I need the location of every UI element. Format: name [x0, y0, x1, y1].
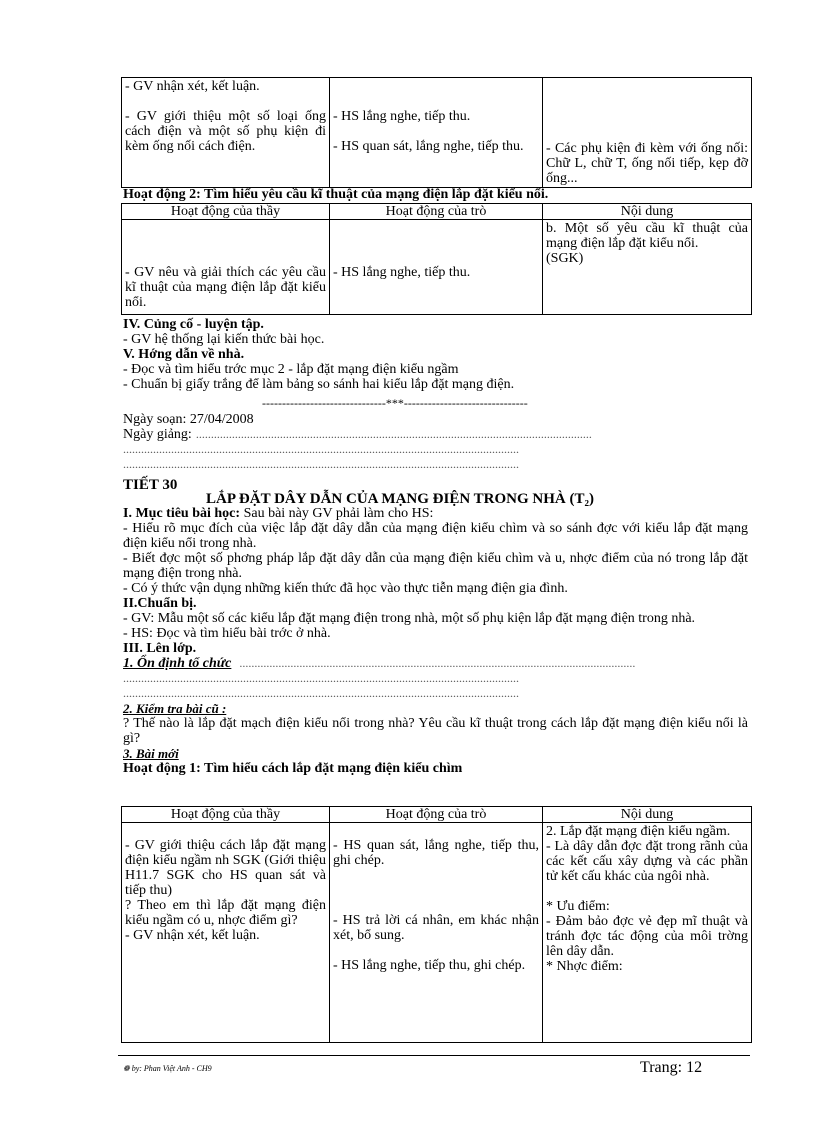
objectives-intro: Sau bài này GV phải làm cho HS: — [240, 506, 434, 521]
header-student: Hoạt động của trò — [330, 204, 543, 220]
header-content: Nội dung — [543, 807, 752, 823]
step1-dots: .................................................................................................................................... — [123, 671, 519, 685]
content-line: - Đảm bảo đợc vẻ đẹp mĩ thuật và tránh đợc tác động của môi trờng lên dây dẫn. — [546, 914, 748, 959]
student-line: - HS lắng nghe, tiếp thu. — [333, 109, 471, 124]
lesson-title — [206, 492, 594, 507]
header-teacher: Hoạt động của thầy — [122, 807, 330, 823]
content-cell — [543, 78, 752, 188]
activity2-table — [121, 203, 752, 315]
footer-rule — [118, 1055, 750, 1056]
teacher-line: ? Theo em thì lắp đặt mạng điện kiểu ngầm có u, nhợc điểm gì? — [125, 898, 326, 928]
check-question: ? Thế nào là lắp đặt mạch điện kiểu nổi trong nhà? Yêu cầu kĩ thuật trong cách lắp đặt mạng điện kiểu nổi là gì? — [123, 716, 748, 746]
lesson-code: TIẾT 30 — [123, 477, 178, 493]
teacher-cell — [122, 78, 330, 188]
activity1-table — [121, 806, 752, 1043]
content-line: - Là dây dẫn đợc đặt trong rãnh của các kết cấu xây dựng và các phần tử kết cấu khác của ngôi nhà. — [546, 839, 748, 884]
student-line: - HS trả lời cá nhân, em khác nhận xét, bổ sung. — [333, 913, 539, 943]
teacher-cell — [122, 220, 330, 315]
lesson-title-suffix: (T₂) — [569, 491, 594, 507]
lesson-title-text: LẮP ĐẶT DÂY DẪN CỦA MẠNG ĐIỆN TRONG NHÀ — [206, 491, 566, 507]
content-line: 2. Lắp đặt mạng điện kiểu ngầm. — [546, 824, 731, 839]
section-heading: IV. Củng cố - luyện tập. — [123, 317, 264, 332]
date-taught-label: Ngày giảng: — [123, 427, 192, 442]
separator: -------------------------------***------------------------------- — [262, 396, 528, 410]
section-line: - GV hệ thống lại kiến thức bài học. — [123, 332, 325, 347]
date-dots: .................................................................................................................................... — [195, 427, 592, 441]
student-line: - HS lắng nghe, tiếp thu, ghi chép. — [333, 958, 526, 973]
step3-heading: 3. Bài mới — [123, 746, 179, 761]
content-line: b. Một số yêu cầu kĩ thuật của mạng điện lắp đặt kiểu nổi. — [546, 221, 748, 251]
content-cell — [543, 220, 752, 315]
prepare-heading: II.Chuẩn bị. — [123, 596, 197, 611]
student-cell — [330, 220, 543, 315]
activity2-title: Hoạt động 2: Tìm hiểu yêu cầu kĩ thuật của mạng điện lắp đặt kiểu nổi. — [123, 187, 549, 202]
objective-line: - Biết đợc một số phơng pháp lắp đặt dây dẫn của mạng điện kiểu chìm và u, nhợc điểm của nó trong lắp đặt mạng điện trong nhà. — [123, 551, 748, 581]
objective-line: - Hiểu rõ mục đích của việc lắp đặt dây dẫn của mạng điện kiểu chìm và so sánh đợc với kiểu lắp đặt mạng điện kiểu nổi trong nhà. — [123, 521, 748, 551]
date-dots: .................................................................................................................................... — [123, 457, 519, 471]
activity1-title: Hoạt động 1: Tìm hiểu cách lắp đặt mạng điện kiểu chìm — [123, 761, 463, 776]
teacher-line: - GV nhận xét, kết luận. — [125, 79, 260, 94]
continuation-table — [121, 77, 752, 188]
content-line: - Các phụ kiện đi kèm với ống nối: Chữ L, chữ T, ống nối tiếp, kẹp đỡ ống... — [546, 141, 748, 186]
student-line: - HS quan sát, lắng nghe, tiếp thu. — [333, 139, 524, 154]
step2-heading: 2. Kiểm tra bài cũ : — [123, 701, 227, 716]
objectives-heading: I. Mục tiêu bài học: — [123, 506, 241, 521]
step1-heading: 1. Ổn định tổ chức — [123, 656, 232, 671]
content-line: * Ưu điểm: — [546, 899, 610, 914]
teacher-line: - GV nêu và giải thích các yêu cầu kĩ thuật của mạng điện lắp đặt kiểu nổi. — [125, 265, 326, 310]
date-prepared: Ngày soạn: 27/04/2008 — [123, 412, 254, 427]
student-cell — [330, 823, 543, 1043]
onclass-heading: III. Lên lớp. — [123, 641, 197, 656]
section-line: - Chuẩn bị giấy trắng để làm bảng so sánh hai kiểu lắp đặt mạng điện. — [123, 377, 515, 392]
student-line: - HS lắng nghe, tiếp thu. — [333, 265, 471, 280]
section-heading: V. Hớng dẫn về nhà. — [123, 347, 245, 362]
page-number: Trang: 12 — [640, 1059, 703, 1076]
objective-line: - Có ý thức vận dụng những kiến thức đã học vào thực tiễn mạng điện gia đình. — [123, 581, 568, 596]
date-dots: .................................................................................................................................... — [123, 442, 519, 456]
dates-block — [123, 412, 733, 472]
author-icon: ❁ — [123, 1064, 130, 1073]
header-teacher: Hoạt động của thầy — [122, 204, 330, 220]
step1-dots: .................................................................................................................................... — [123, 686, 519, 700]
prepare-line: - GV: Mẫu một số các kiểu lắp đặt mạng điện trong nhà, một số phụ kiện lắp đặt mạng điện trong nhà. — [123, 611, 696, 626]
section-line: - Đọc và tìm hiểu trớc mục 2 - lắp đặt mạng điện kiểu ngầm — [123, 362, 459, 377]
content-cell — [543, 823, 752, 1043]
prepare-line: - HS: Đọc và tìm hiểu bài trớc ở nhà. — [123, 626, 331, 641]
teacher-cell — [122, 823, 330, 1043]
content-line: * Nhợc điểm: — [546, 959, 623, 974]
header-student: Hoạt động của trò — [330, 807, 543, 823]
teacher-line: - GV nhận xét, kết luận. — [125, 928, 260, 943]
teacher-line: - GV giới thiệu cách lắp đặt mạng điện kiểu ngầm nh SGK (Giới thiệu H11.7 SGK cho HS quan sát và tiếp thu) — [125, 838, 326, 898]
teacher-line: - GV giới thiệu một số loại ống cách điện và một số phụ kiện đi kèm ống nối cách điện. — [125, 109, 326, 154]
step1-dots: .................................................................................................................................... — [239, 656, 636, 670]
lesson-body — [123, 506, 748, 776]
student-cell — [330, 78, 543, 188]
header-content: Nội dung — [543, 204, 752, 220]
footer-author — [123, 1064, 212, 1073]
review-section — [123, 317, 763, 392]
content-line: (SGK) — [546, 251, 584, 266]
footer-author-text: by: Phan Việt Anh - CH9 — [131, 1064, 212, 1073]
student-line: - HS quan sát, lắng nghe, tiếp thu, ghi chép. — [333, 838, 539, 868]
